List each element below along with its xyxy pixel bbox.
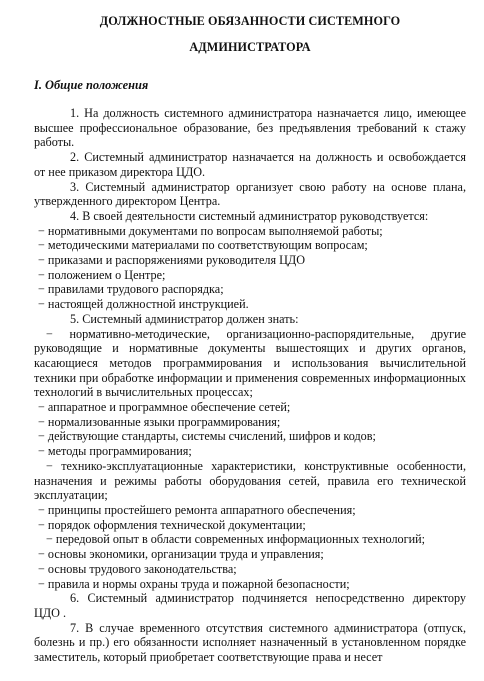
list-item: − положением о Центре;: [38, 267, 166, 282]
paragraph-3: 3. Системный администратор организует свою работу на основе плана, утвержденного директором Центра.: [34, 179, 466, 209]
list-item: − настоящей должностной инструкцией.: [38, 297, 249, 312]
paragraph-1: 1. На должность системного администратора назначается лицо, имеющее высшее профессиональное образование, без предъявления требований к стажу работы.: [34, 106, 466, 150]
list-item-technical: − технико-эксплуатационные характеристики, конструктивные особенности, назначения и режимы работы оборудования сетей, правила его технической эксплуатации;: [34, 458, 466, 503]
list-item: − порядок оформления технической документации;: [38, 517, 306, 532]
list-item: − нормализованные языки программирования;: [38, 414, 281, 429]
paragraph-5: 5. Системный администратор должен знать:: [70, 311, 299, 326]
list-item: − правилами трудового распорядка;: [38, 282, 224, 297]
document-title-line2: АДМИНИСТРАТОРА: [189, 40, 311, 54]
paragraph-4: 4. В своей деятельности системный администратор руководствуется:: [70, 208, 429, 223]
document-page: [34, 8, 466, 665]
list-item-experience: − передовой опыт в области современных информационных технологий;: [46, 532, 426, 547]
section-heading: I. Общие положения: [34, 78, 149, 92]
list-item: − нормативными документами по вопросам выполняемой работы;: [38, 223, 383, 238]
list-item: − аппаратное и программное обеспечение сетей;: [38, 400, 291, 415]
paragraph-6: 6. Системный администратор подчиняется непосредственно директору ЦДО .: [34, 591, 466, 620]
document-title-line1: ДОЛЖНОСТНЫЕ ОБЯЗАННОСТИ СИСТЕМНОГО: [99, 14, 401, 28]
list-item: − приказами и распоряжениями руководителя ЦДО: [38, 253, 306, 268]
list-item: − основы трудового законодательства;: [38, 561, 237, 576]
list-item: − действующие стандарты, системы счислений, шифров и кодов;: [38, 429, 376, 444]
list-item: − методическими материалами по соответствующим вопросам;: [38, 238, 368, 253]
list-item-long: − нормативно-методические, организационно-распорядительные, другие руководящие и нормативные документы вышестоящих и других органов, касающиеся методов программирования и использования вычислительной техники при обработке информации и применения современных информационных технологий в вычислительных процессах;: [34, 326, 466, 400]
paragraph-7: 7. В случае временного отсутствия системного администратора (отпуск, болезнь и пр.) его обязанности исполняет назначенный в установленном порядке заместитель, который приобретает соответствующие права и несет: [34, 620, 466, 665]
list-item: − методы программирования;: [38, 444, 192, 459]
list-item: − правила и нормы охраны труда и пожарной безопасности;: [38, 576, 350, 591]
list-item: − основы экономики, организации труда и управления;: [38, 547, 324, 562]
list-item: − принципы простейшего ремонта аппаратного обеспечения;: [38, 502, 356, 517]
paragraph-2: 2. Системный администратор назначается на должность и освобождается от нее приказом директора ЦДО.: [34, 150, 466, 179]
